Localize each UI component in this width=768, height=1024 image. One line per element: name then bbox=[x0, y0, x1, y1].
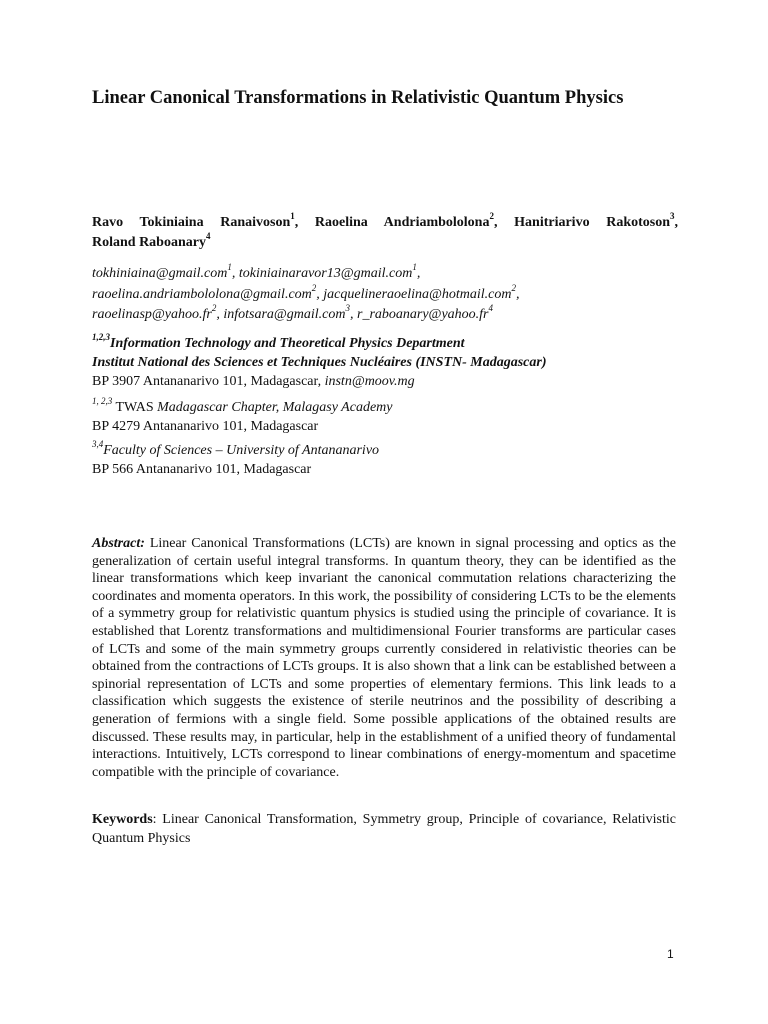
author-affiliation-mark: 1 bbox=[290, 211, 295, 222]
author-list bbox=[92, 213, 678, 253]
email-address[interactable]: raoelina.andriambololona@gmail.com bbox=[92, 286, 312, 302]
affiliation-prefix: TWAS bbox=[112, 400, 158, 415]
affiliation-name: Madagascar Chapter, Malagasy Academy bbox=[157, 400, 393, 415]
email-line-2 bbox=[92, 282, 692, 306]
author-affiliation-mark: 2 bbox=[489, 211, 494, 222]
email-mark: 1 bbox=[412, 262, 417, 273]
keywords-label: Keywords bbox=[92, 812, 153, 827]
affiliation-1 bbox=[92, 334, 692, 391]
author-affiliation-mark: 3 bbox=[670, 211, 675, 222]
affiliation-2 bbox=[92, 398, 692, 436]
author-line-2 bbox=[92, 233, 678, 253]
email-mark: 2 bbox=[311, 282, 317, 293]
affiliation-3 bbox=[92, 441, 692, 479]
email-mark: 3 bbox=[345, 303, 350, 314]
email-address[interactable]: tokiniainaravor13@gmail.com bbox=[238, 266, 413, 281]
paper-title: Linear Canonical Transformations in Relativistic Quantum Physics bbox=[92, 88, 624, 108]
affiliation-address: BP 4279 Antananarivo 101, Madagascar bbox=[92, 419, 319, 434]
affiliation-department bbox=[92, 334, 692, 353]
email-address[interactable]: raoelinasp@yahoo.fr bbox=[92, 307, 212, 322]
email-separator: , bbox=[316, 286, 324, 302]
keywords-text: : Linear Canonical Transformation, Symmetry group, Principle of covariance, Relativistic Quantum Physics bbox=[92, 812, 676, 846]
address-text: BP 3907 Antananarivo 101, Madagascar, bbox=[92, 374, 325, 389]
email-separator: , bbox=[231, 266, 239, 281]
affiliation-address: BP 566 Antananarivo 101, Madagascar bbox=[92, 462, 312, 477]
author-emails bbox=[92, 264, 692, 326]
email-address[interactable]: infotsara@gmail.com bbox=[223, 307, 346, 322]
email-mark: 2 bbox=[511, 282, 516, 293]
author-line-1 bbox=[92, 213, 678, 233]
author-affiliation-mark: 4 bbox=[205, 231, 211, 242]
email-separator: , bbox=[350, 307, 357, 322]
keywords-section bbox=[92, 810, 676, 848]
author-name: Raoelina Andriambololona bbox=[314, 215, 490, 230]
page-number: 1 bbox=[667, 947, 674, 961]
author-separator: , bbox=[674, 215, 679, 230]
abstract-text: Linear Canonical Transformations (LCTs) are known in signal processing and optics as the generalization of certain useful integral transforms. In quantum theory, they can be identified as the linear transformations which keep invariant the canonical commutation relations characterizing the coordinates and momenta operators. In this work, the possibility of considering LCTs to be the elements of a symmetry group for relativistic quantum physics is studied using the principle of covariance. It is established that Lorentz transformations and multidimensional Fourier transforms are particular cases of LCTs and some of the main symmetry groups currently considered in relativistic theories can be obtained from the contractions of LCTs groups. It is also shown that a link can be established between a spinorial representation of LCTs and some properties of elementary fermions. This link leads to a classification which suggests the existence of sterile neutrinos and the possibility of describing a generation of fermions with a single field. Some possible applications of the obtained results are discussed. These results may, in particular, help in the establishment of a unified theory of fundamental interactions. Intuitively, LCTs correspond to linear combinations of energy-momentum and spacetime compatible with the principle of covariance. bbox=[92, 536, 677, 780]
author-name: Roland Raboanary bbox=[92, 235, 206, 250]
affiliation-faculty bbox=[92, 441, 692, 460]
email-line-1 bbox=[92, 264, 692, 285]
affiliation-institute: Institut National des Sciences et Techniques Nucléaires (INSTN- Madagascar) bbox=[92, 355, 547, 370]
email-separator: , bbox=[516, 286, 520, 302]
email-mark: 2 bbox=[211, 303, 217, 314]
email-line-3 bbox=[92, 305, 692, 326]
email-mark: 1 bbox=[227, 262, 232, 273]
author-name: Hanitriarivo Rakotoson bbox=[514, 215, 671, 230]
affiliation-mark: 3,4 bbox=[92, 439, 104, 450]
author-separator: , bbox=[294, 215, 315, 230]
email-address[interactable]: tokhiniaina@gmail.com bbox=[92, 266, 228, 281]
affiliation-mark: 1,2,3 bbox=[92, 332, 110, 343]
affiliation-mark: 1, 2,3 bbox=[92, 396, 113, 407]
abstract-section bbox=[92, 535, 676, 781]
affiliation-academy bbox=[92, 398, 692, 417]
affiliation-address bbox=[92, 372, 692, 391]
affiliation-name: Faculty of Sciences – University of Antananarivo bbox=[103, 443, 380, 458]
email-address[interactable]: r_raboanary@yahoo.fr bbox=[357, 307, 489, 322]
email-separator: , bbox=[216, 307, 224, 322]
affiliation-name: Information Technology and Theoretical Physics Department bbox=[110, 336, 465, 351]
email-address[interactable]: jacquelineraoelina@hotmail.com bbox=[323, 286, 512, 302]
abstract-label: Abstract: bbox=[92, 536, 145, 551]
author-separator: , bbox=[493, 215, 515, 230]
author-name: Ravo Tokiniaina Ranaivoson bbox=[92, 215, 291, 230]
email-mark: 4 bbox=[488, 303, 493, 314]
email-separator: , bbox=[416, 266, 421, 281]
institute-email[interactable]: instn@moov.mg bbox=[324, 374, 415, 389]
